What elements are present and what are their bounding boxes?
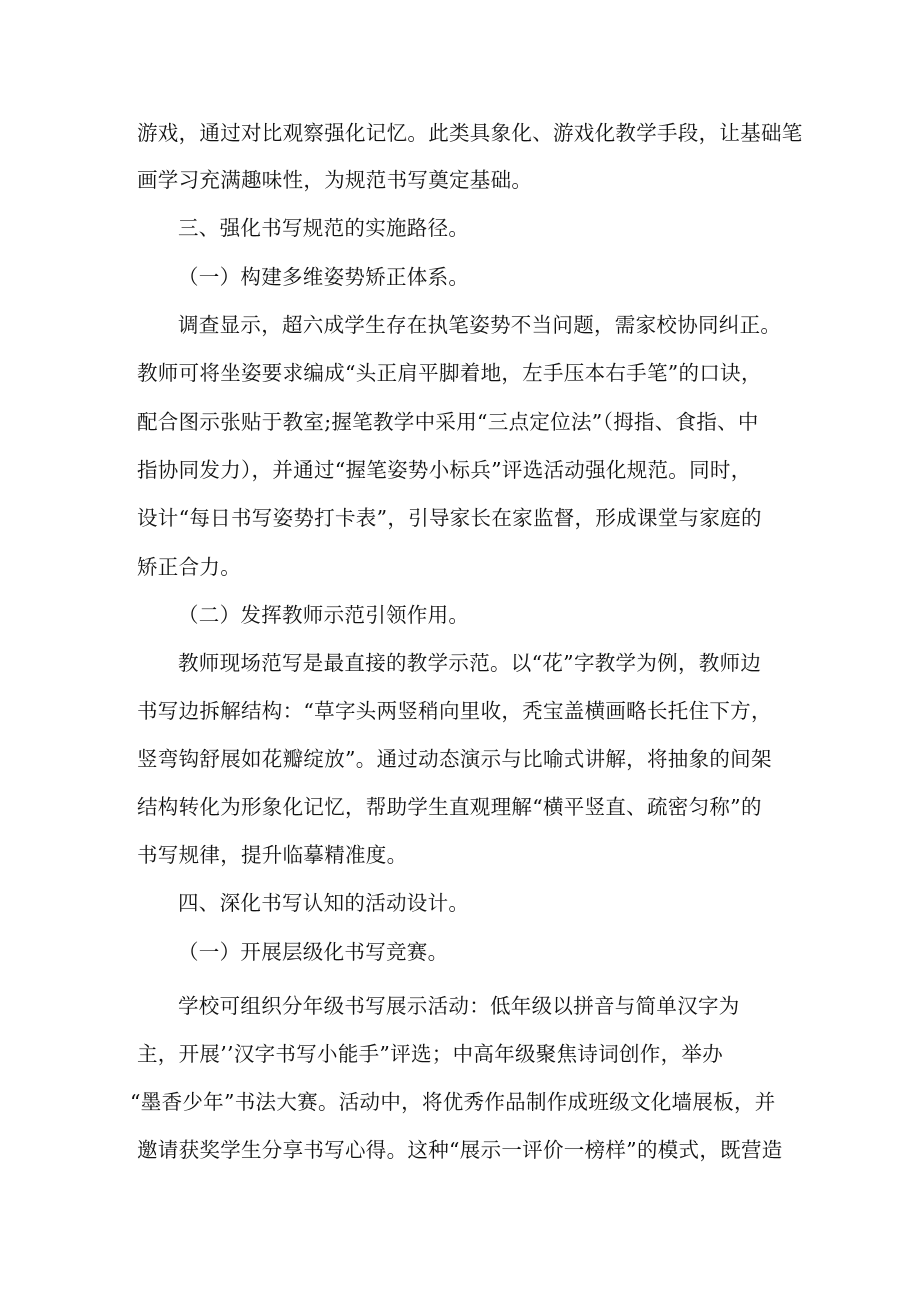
text-line: 游戏，通过对比观察强化记忆。此类具象化、游戏化教学手段，让基础笔 — [137, 121, 803, 145]
text-line: 学校可组织分年级书写展示活动：低年级以拼音与简单汉字为 — [178, 994, 740, 1018]
text-line: 竖弯钩舒展如花瓣绽放”。通过动态演示与比喻式讲解，将抽象的间架 — [137, 747, 772, 771]
text-line: 书写边拆解结构：“草字头两竖稍向里收，秃宝盖横画略长托住下方， — [137, 699, 772, 723]
text-line: 教师可将坐姿要求编成“头正肩平脚着地，左手压本右手笔”的口诀， — [137, 361, 762, 385]
text-line: 矫正合力。 — [137, 555, 241, 579]
text-line: 书写规律，提升临摹精准度。 — [137, 843, 408, 867]
subsection-heading: （一）开展层级化书写竞赛。 — [178, 940, 449, 964]
section-heading: 三、强化书写规范的实施路径。 — [178, 216, 470, 240]
section-heading: 四、深化书写认知的活动设计。 — [178, 891, 470, 915]
text-line: 教师现场范写是最直接的教学示范。以“花”字教学为例，教师边 — [178, 651, 762, 675]
text-line: 邀请获奖学生分享书写心得。这种“展示一评价一榜样”的模式，既营造 — [137, 1138, 783, 1162]
subsection-heading: （一）构建多维姿势矫正体系。 — [178, 265, 470, 289]
subsection-heading: （二）发挥教师示范引领作用。 — [178, 603, 470, 627]
text-line: 设计“每日书写姿势打卡表”，引导家长在家监督，形成课堂与家庭的 — [137, 506, 762, 530]
text-line: 调查显示，超六成学生存在执笔姿势不当问题，需家校协同纠正。 — [178, 313, 782, 337]
text-line: 结构转化为形象化记忆，帮助学生直观理解“横平竖直、疏密匀称”的 — [137, 795, 762, 819]
text-line: 画学习充满趣味性，为规范书写奠定基础。 — [137, 168, 533, 192]
text-line: “墨香少年”书法大赛。活动中，将优秀作品制作成班级文化墙展板，并 — [130, 1090, 776, 1114]
text-line: 主，开展’’汉字书写小能手”评选；中高年级聚焦诗词创作，举办 — [137, 1042, 724, 1066]
text-line: 配合图示张贴于教室;握笔教学中采用“三点定位法”（拇指、食指、中 — [137, 410, 759, 434]
text-line: 指协同发力），并通过“握笔姿势小标兵”评选活动强化规范。同时， — [137, 458, 752, 482]
